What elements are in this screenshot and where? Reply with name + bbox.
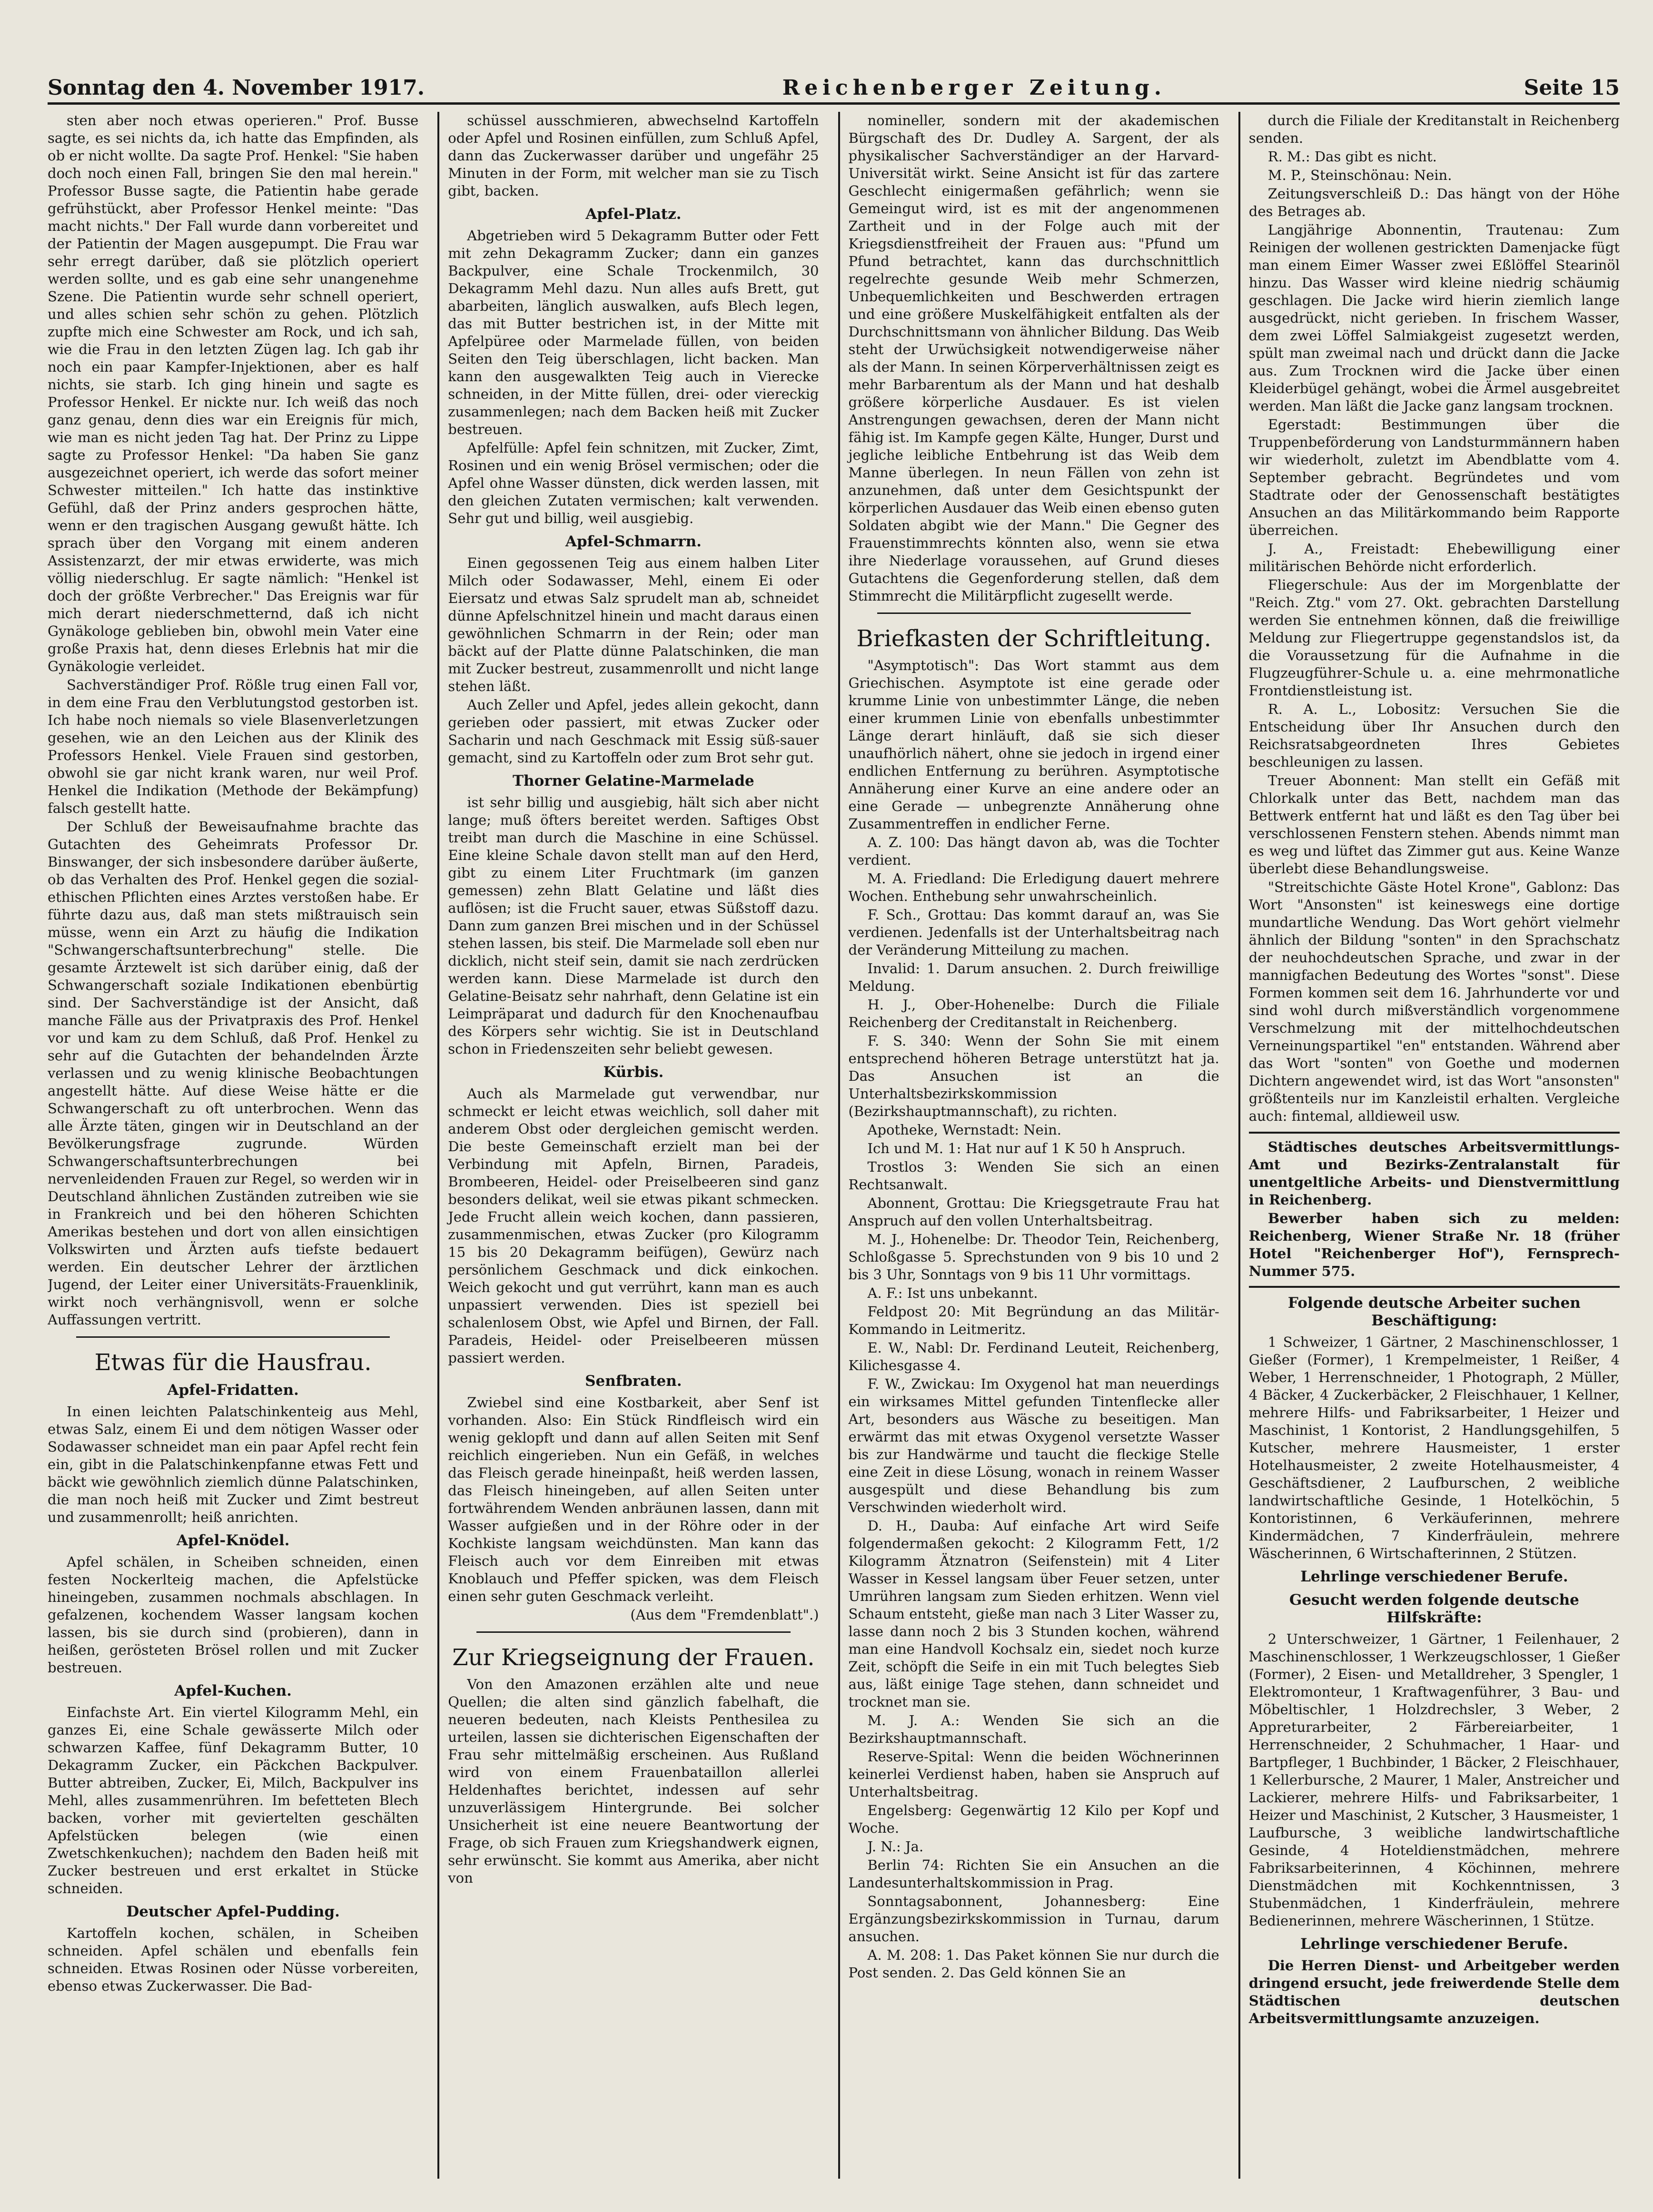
recipe-text: schüssel ausschmieren, abwechselnd Kartoffeln oder Apfel und Rosinen einfüllen, zum Schluß Apfel, dann das Zuckerwasser darüber und ungefähr 25 Minuten in der Form, mit welcher man sie zu Tisch gibt, backen. xyxy=(448,112,819,199)
letter-reply: M. A. Friedland: Die Erledigung dauert mehrere Wochen. Enthebung sehr unwahrscheinlich. xyxy=(848,870,1219,904)
newspaper-title: Reichenberger Zeitung. xyxy=(782,76,1167,100)
letter-reply: Reserve-Spital: Wenn die beiden Wöchnerinnen keinerlei Verdienst haben, haben sie Anspruch auf Unterhaltsbeitrag. xyxy=(848,1748,1219,1800)
source-note: (Aus dem "Fremdenblatt".) xyxy=(630,1607,819,1623)
letter-reply: durch die Filiale der Kreditanstalt in Reichenberg senden. xyxy=(1248,112,1620,146)
letter-reply: F. W., Zwickau: Im Oxygenol hat man neuerdings ein wirksames Mittel gefunden Tintenflecke aller Art, besonders aus Wäsche zu beseitigen. Man erwärmt das mit etwas Oxygenol versetzte Wasser bis zur Handwärme und taucht die fleckige Stelle eine Zeit in diese Lösung, wonach in reinem Wasser ausgespült und diese Behandlung bis zum Verschwinden wiederholt wird. xyxy=(848,1376,1219,1515)
letter-reply: Engelsberg: Gegenwärtig 12 Kilo per Kopf und Woche. xyxy=(848,1802,1219,1836)
letter-reply: Sonntagsabonnent, Johannesberg: Eine Ergänzungsbezirkskommission in Turnau, darum ansuchen. xyxy=(848,1893,1219,1945)
letter-reply: F. Sch., Grottau: Das kommt darauf an, was Sie verdienen. Jedenfalls ist der Unterhaltsbeitrag nach der Veränderung Mitteilung zu machen. xyxy=(848,907,1219,958)
recipe-text: Apfelfülle: Apfel fein schnitzen, mit Zucker, Zimt, Rosinen und ein wenig Brösel vermischen; oder die Apfel ohne Wasser dünsten, dick werden lassen, mit den gleichen Zutaten vermischen; kalt verwenden. Sehr gut und billig, weil ausgiebig. xyxy=(448,440,819,526)
recipe-heading: Kürbis. xyxy=(603,1064,664,1081)
recipe-heading: Senfbraten. xyxy=(585,1373,682,1390)
letter-reply: H. J., Ober-Hohenelbe: Durch die Filiale Reichenberg der Creditanstalt in Reichenberg. xyxy=(848,997,1219,1030)
column-4 xyxy=(1238,112,1620,2179)
letter-reply: M. P., Steinschönau: Nein. xyxy=(1267,167,1452,183)
letter-reply: M. J. A.: Wenden Sie sich an die Bezirkshauptmannschaft. xyxy=(848,1712,1219,1746)
section-heading-kriegseignung: Zur Kriegseignung der Frauen. xyxy=(452,1644,815,1671)
letter-reply: Berlin 74: Richten Sie ein Ansuchen an die Landesunterhaltskommission in Prag. xyxy=(848,1857,1219,1891)
letter-reply: Ich und M. 1: Hat nur auf 1 K 50 h Anspruch. xyxy=(867,1140,1186,1156)
column-3 xyxy=(838,112,1219,2179)
column-1 xyxy=(48,112,418,2179)
wanted-list: 2 Unterschweizer, 1 Gärtner, 1 Feilenhauer, 2 Maschinenschlosser, 1 Werkzeugschlosser, 1 Gießer (Former), 2 Eisen- und Metalldreher, 3 Spengler, 1 Elektromonteur, 1 Kraftwagenführer, 3 Bau- und Möbeltischler, 1 Holzdrechsler, 3 Weber, 2 Appreturarbeiter, 2 Färbereiarbeiter, 1 Herrenschneider, 2 Schuhmacher, 1 Haar- und Bartpfleger, 1 Buchbinder, 1 Bäcker, 2 Fleischhauer, 1 Kellerbursche, 2 Maurer, 1 Maler, Anstreicher und Lackierer, mehrere Hilfs- und Fabriksarbeiter, 1 Heizer und Maschinist, 2 Kutscher, 3 Hausmeister, 1 Laufbursche, 3 weibliche landwirtschaftliche Gesinde, 4 Hoteldienstmädchen, mehrere Fabriksarbeiterinnen, 4 Köchinnen, mehrere Dienstmädchen mit Kochkenntnissen, 3 Stubenmädchen, 1 Kinderfräulein, mehrere Bedienerinnen, mehrere Wäscherinnen, 1 Stütze. xyxy=(1248,1631,1620,1929)
employment-office-address: Bewerber haben sich zu melden: Reichenberg, Wiener Straße Nr. 18 (früher Hotel "Reichenberger Hof"), Fernsprech-Nummer 575. xyxy=(1248,1210,1620,1279)
letter-reply: E. W., Nabl: Dr. Ferdinand Leuteit, Reichenberg, Kilichesgasse 4. xyxy=(848,1340,1219,1373)
recipe-heading: Apfel-Platz. xyxy=(585,206,682,223)
recipe-heading: Apfel-Schmarrn. xyxy=(565,533,702,550)
letter-reply: A. Z. 100: Das hängt davon ab, was die Tochter verdient. xyxy=(848,834,1219,868)
letter-reply: Feldpost 20: Mit Begründung an das Militär-Kommando in Leitmeritz. xyxy=(848,1304,1219,1337)
recipe-text: Apfel schälen, in Scheiben schneiden, einen festen Nockerlteig machen, die Apfelstücke hineingeben, zusammen nochmals abschlagen. In gefalzenen, kochendem Wasser langsam kochen lassen, bis sie durch sind (probieren), dann in heißen, gerösteten Brösel rollen und mit Zucker bestreuen. xyxy=(48,1554,419,1676)
recipe-text: Auch als Marmelade gut verwendbar, nur schmeckt er leicht etwas weichlich, soll daher mit anderem Obst oder dergleichen gemischt werden. Die beste Gemeinschaft erzielt man bei der Verbindung mit Apfeln, Birnen, Paradeis, Brombeeren, Heidel- oder Preiselbeeren sind ganz besonders delikat, weil sie etwas pikant schmecken. Jede Frucht allein weich kochen, dann passieren, zusammenmischen, etwas Zucker (pro Kilogramm 15 bis 20 Dekagramm beifügen), Gewürz nach persönlichem Geschmack und dick einkochen. Weich gekocht und gut verrührt, kann man es auch unpassiert verwenden. Dies ist speziell bei schalenlosem Obst, wie Apfel und Birnen, der Fall. Paradeis, Heidel- oder Preiselbeeren müssen passiert werden. xyxy=(448,1086,819,1366)
letter-reply: Zeitungsverschleiß D.: Das hängt von der Höhe des Betrages ab. xyxy=(1248,186,1620,219)
letter-reply: M. J., Hohenelbe: Dr. Theodor Tein, Reichenberg, Schloßgasse 5. Sprechstunden von 9 bis 10 und 2 bis 3 Uhr, Sonntags von 9 bis 11 Uhr vormittags. xyxy=(848,1231,1219,1283)
recipe-text: Auch Zeller und Apfel, jedes allein gekocht, dann gerieben oder passiert, mit etwas Zucker oder Sacharin und nach Geschmack mit Essig süß-sauer gemacht, sind zu Kartoffeln oder zum Brot sehr gut. xyxy=(448,697,819,766)
section-heading-hausfrau: Etwas für die Hausfrau. xyxy=(94,1349,372,1376)
employment-office-title: Städtisches deutsches Arbeitsvermittlungs-Amt und Bezirks-Zentralanstalt für unentgeltliche Arbeits- und Dienstvermittlung in Reichenberg. xyxy=(1248,1139,1620,1208)
letter-reply: J. N.: Ja. xyxy=(867,1838,924,1855)
letter-reply: Trostlos 3: Wenden Sie sich an einen Rechtsanwalt. xyxy=(848,1159,1219,1193)
letter-reply: "Asymptotisch": Das Wort stammt aus dem Griechischen. Asymptote ist eine gerade oder krumme Linie von unbestimmter Länge, die neben einer krummen Linie von ebenfalls unbestimmter Länge derart hinläuft, daß sie sich dieser unaufhörlich nähert, ohne sie jedoch in irgend einer endlichen Entfernung zu berühren. Asymptotische Annäherung einer Kurve an eine andere oder an eine Gerade — unbegrenzte Annäherung ohne Zusammentreffen in endlicher Ferne. xyxy=(848,657,1219,832)
letter-reply: Abonnent, Grottau: Die Kriegsgetraute Frau hat Anspruch auf den vollen Unterhaltsbeitrag. xyxy=(848,1195,1219,1229)
job-seekers-list: 1 Schweizer, 1 Gärtner, 2 Maschinenschlosser, 1 Gießer (Former), 1 Krempelmeister, 1 Reißer, 4 Weber, 1 Herrenschneider, 1 Photograph, 2 Müller, 4 Bäcker, 4 Zuckerbäcker, 2 Fleischhauer, 1 Kellner, mehrere Hilfs- und Fabriksarbeiter, 1 Heizer und Maschinist, 1 Kontorist, 2 Handlungsgehilfen, 5 Kutscher, mehrere Hausmeister, 1 erster Hotelhausmeister, 2 zweite Hotelhausmeister, 4 Geschäftsdiener, 2 Laufburschen, 2 weibliche landwirtschaftliche Gesinde, 1 Hotelköchin, 5 Kontoristinnen, 6 Verkäuferinnen, mehrere Kindermädchen, 7 Kinderfräulein, mehrere Wäscherinnen, 6 Wirtschafterinnen, 2 Stützen. xyxy=(1248,1334,1620,1561)
recipe-text: Zwiebel sind eine Kostbarkeit, aber Senf ist vorhanden. Also: Ein Stück Rindfleisch wird ein wenig geklopft und dann auf allen Seiten mit Senf reichlich eingerieben. Nun ein Gefäß, in welches das Fleisch gerade hineinpaßt, heiß werden lassen, das Fleisch hineingeben, auf allen Seiten unter fortwährendem Wenden anbräunen lassen, dann mit Wasser aufgießen und in der Röhre oder in der Kochkiste langsam weichdünsten. Man kann das Fleisch auch vor dem Einreiben mit etwas Knoblauch und Pfeffer spicken, was dem Fleisch einen sehr guten Geschmack verleiht. xyxy=(448,1394,819,1604)
letter-reply: Langjährige Abonnentin, Trautenau: Zum Reinigen der wollenen gestrickten Damenjacke fügt man einem Eimer Wasser zwei Eßlöffel Stearinöl hinzu. Das Wasser wird kleine niedrig schäumig geschlagen. Die Jacke wird hierin ziemlich lange ausgedrückt, nicht gerieben. In frischem Wasser, dem zwei Löffel Salmiakgeist zugesetzt werden, spült man zweimal nach und drückt dann die Jacke aus. Zum Trocknen wird die Jacke über einen Kleiderbügel gehängt, wobei die Ärmel ausgebreitet werden. Man läßt die Jacke ganz langsam trocknen. xyxy=(1248,222,1620,414)
employment-office-notice xyxy=(1249,1132,1620,1288)
recipe-heading: Apfel-Fridatten. xyxy=(167,1382,299,1399)
article-henkel-part1: sten aber noch etwas operieren." Prof. Busse sagte, es sei nichts da, ich hatte das Empfinden, als ob er nicht wollte. Da sagte Prof. Henkel: "Sie haben doch noch einen Fall, bringen Sie den mal herein." Professor Busse sagte, die Patientin habe gerade gefrühstückt, aber Professor Henkel meinte: "Das macht nichts." Der Fall wurde dann vorbereitet und der Patientin der Magen ausgepumpt. Die Frau war sehr erregt darüber, daß sie plötzlich operiert werden sollte, und es gab eine sehr unangenehme Szene. Die Patientin wurde sehr schnell operiert, und alles schien sehr schön zu gehen. Plötzlich zupfte mich eine Schwester am Rock, und ich sah, wie die Frau in den letzten Zügen lag. Ich gab ihr noch ein paar Kampfer-Injektionen, aber es half nichts, sie starb. Ich ging hinein und sagte es Professor Henkel. Er nickte nur. Ich weiß das noch ganz genau, denn dies war ein Ereignis für mich, wie man es nicht jeden Tag hat. Der Prinz zu Lippe sagte zu Professor Henkel: "Da haben Sie ganz ausgezeichnet operiert, ich werde das sofort meiner Schwester mitteilen." Ich hatte das instinktive Gefühl, daß der Prinz anders gesprochen hätte, wenn er den tragischen Ausgang gewußt hätte. Ich sprach über den Vorgang mit einem anderen Assistenzarzt, der mir etwas erwiderte, was mich völlig niederschlug. Er sagte nämlich: "Henkel ist doch der größte Verbrecher." Das Ereignis war für mich derart niederschmetternd, daß ich nicht Gynäkologe geblieben bin, obwohl mein Vater eine große Praxis hat, denn dieses Erlebnis hat mir die Gynäkologie verleidet. xyxy=(48,112,419,674)
letter-reply: R. A. L., Lobositz: Versuchen Sie die Entscheidung über Ihr Ansuchen durch den Reichsratsabgeordneten Ihres Gebietes beschleunigen zu lassen. xyxy=(1248,701,1620,770)
apprentices-heading: Lehrlinge verschiedener Berufe. xyxy=(1300,1936,1568,1953)
recipe-heading: Apfel-Kuchen. xyxy=(174,1682,292,1699)
letter-reply: R. M.: Das gibt es nicht. xyxy=(1267,148,1437,165)
recipe-heading: Thorner Gelatine-Marmelade xyxy=(512,772,754,790)
recipe-text: Einen gegossenen Teig aus einem halben Liter Milch oder Sodawasser, Mehl, einem Ei oder Eiersatz und etwas Salz sprudelt man ab, schneidet dünne Apfelschnitzel hinein und macht daraus einen gewöhnlichen Schmarrn in der Rein; oder man bäckt auf der Platte dünne Palatschinken, die man mit Zucker bestreut, zusammenrollt und nicht lange stehen läßt. xyxy=(448,555,819,694)
letter-reply: Invalid: 1. Darum ansuchen. 2. Durch freiwillige Meldung. xyxy=(848,960,1219,994)
issue-date: Sonntag den 4. November 1917. xyxy=(48,76,425,100)
article-text: nomineller, sondern mit der akademischen Bürgschaft des Dr. Dudley A. Sargent, der als physikalischer Sachverständiger an der Harvard-Universität wirkt. Seine Ansicht ist für das zartere Geschlecht einigermaßen gefährlich; wenn sie Gemeingut wird, ist es mit der angenommenen Zartheit und in der Folge auch mit der Kriegsdienstfreiheit der Frauen aus: "Pfund um Pfund betrachtet, kann das durchschnittlich regelrechte gesunde Weib mehr Schmerzen, Unbequemlichkeiten und Beschwerden ertragen und eine größere Muskelfähigkeit entfalten als der Durchschnittsmann von ähnlicher Bildung. Das Weib steht der Urwüchsigkeit notwendigerweise näher als der Mann. In seinen Körperverhältnissen zeigt es mehr Barbarentum als der Mann und hat deshalb größere körperliche Ausdauer. Es ist vielen Anstrengungen gewachsen, deren der Mann nicht fähig ist. Im Kampfe gegen Kälte, Hunger, Durst und jegliche leibliche Entbehrung ist das Weib dem Manne überlegen. In neun Fällen von zehn ist anzunehmen, daß unter dem Gesichtspunkt der körperlichen Ausdauer das Weib einen ebenso guten Soldaten abgibt wie der Mann." Die Gegner des Frauenstimmrechts könnten also, wenn sie etwa ihre Niederlage voraussehen, auf Grund dieses Gutachtens die Gegenforderung stellen, daß dem Stimmrecht die Militärpflicht zugesellt werde. xyxy=(848,112,1219,604)
masthead-rule xyxy=(48,102,1620,105)
page-number: Seite 15 xyxy=(1524,76,1620,100)
separator xyxy=(76,1336,390,1338)
separator xyxy=(877,612,1191,614)
article-text: Von den Amazonen erzählen alte und neue Quellen; die alten sind gänzlich fabelhaft, die neueren bedeuten, nach Kleists Penthesilea zu urteilen, lassen sie dichterischen Eigenschaften der Frau sehr mittelmäßig erscheinen. Aus Rußland wird von einem Frauenbataillon allerlei Heldenhaftes berichtet, indessen auf sehr unzuverlässigem Hintergrunde. Bei solcher Unsicherheit ist eine neuere Beantwortung der Frage, ob sich Frauen zum Kriegshandwerk eignen, sehr erwünscht. Sie kommt aus Amerika, aber nicht von xyxy=(448,1676,819,1886)
letter-reply: Treuer Abonnent: Man stellt ein Gefäß mit Chlorkalk unter das Bett, nachdem man das Bettwerk entfernt hat und läßt es den Tag über bei verschlossenen Fenstern stehen. Abends nimmt man es weg und lüftet das Zimmer gut aus. Keine Wanze überlebt diese Behandlungsweise. xyxy=(1248,772,1620,877)
columns xyxy=(48,112,1620,2179)
apprentices-heading: Lehrlinge verschiedener Berufe. xyxy=(1300,1568,1568,1585)
recipe-heading: Deutscher Apfel-Pudding. xyxy=(126,1903,340,1920)
letter-reply: D. H., Dauba: Auf einfache Art wird Seife folgendermaßen gekocht: 2 Kilogramm Fett, 1/2 Kilogramm Ätznatron (Seifenstein) mit 4 Liter Wasser in Kessel langsam über Feuer setzen, unter Umrühren langsam zum Sieden erhitzen. Wenn viel Schaum entsteht, gieße man nach 3 Liter Wasser zu, lasse dann noch 2 bis 3 Stunden kochen, während man eine Handvoll Kochsalz ein, siedet noch kurze Zeit, schöpft die Seife in ein mit Tuch belegtes Sieb aus, läßt einige Tage stehen, dann schneidet und trocknet man sie. xyxy=(848,1518,1219,1710)
recipe-heading: Apfel-Knödel. xyxy=(176,1532,290,1549)
letter-reply: F. S. 340: Wenn der Sohn Sie mit einem entsprechend höheren Betrage unterstützt hat ja. Das Ansuchen ist an die Unterhaltsbezirkskommission (Bezirkshauptmannschaft), zu richten. xyxy=(848,1033,1219,1119)
recipe-text: Kartoffeln kochen, schälen, in Scheiben schneiden. Apfel schälen und ebenfalls fein schneiden. Etwas Rosinen oder Nüsse vorbereiten, ebenso etwas Zuckerwasser. Die Bad- xyxy=(48,1925,419,1994)
masthead xyxy=(48,71,1620,100)
recipe-text: Einfachste Art. Ein viertel Kilogramm Mehl, ein ganzes Ei, eine Schale gewässerte Milch oder schwarzen Kaffee, fünf Dekagramm Butter, 10 Dekagramm Zucker, ein Päckchen Backpulver. Butter abtreiben, Zucker, Ei, Milch, Backpulver ins Mehl, alles zusammenrühren. Im befetteten Blech backen, vorher mit geviertelten geschälten Apfelstücken belegen (wie einen Zwetschkenkuchen); nachdem den Baden heiß mit Zucker bestreuen und erst erkaltet in Stücke schneiden. xyxy=(48,1704,419,1896)
closing-notice: Die Herren Dienst- und Arbeitgeber werden dringend ersucht, jede freiwerdende Stelle dem Städtischen deutschen Arbeitsvermittlungsamte anzuzeigen. xyxy=(1248,1957,1620,2026)
letter-reply: Fliegerschule: Aus der im Morgenblatte der "Reich. Ztg." vom 27. Okt. gebrachten Darstellung werden Sie entnehmen können, daß die freiwillige Meldung zur Fliegertruppe gegenstandslos ist, da die Voraussetzung für die Aufnahme in die Flugzeugführer-Schule u. a. eine mehrmonatliche Frontdienstleistung ist. xyxy=(1248,577,1620,699)
recipe-text: ist sehr billig und ausgiebig, hält sich aber nicht lange; muß öfters bereitet werden. Saftiges Obst treibt man durch die Maschine in eine Schüssel. Eine kleine Schale davon stellt man auf den Herd, gibt zu einem Liter Fruchtmark (im ganzen gemessen) zehn Blatt Gelatine und läßt dies auflösen; ist die Frucht sauer, etwas Süßstoff dazu. Dann zum ganzen Brei mischen und in der Schüssel stehen lassen, bis steif. Die Marmelade soll eben nur dicklich, nicht steif sein, damit sie nach zerdrücken werden kann. Diese Marmelade ist durch den Gelatine-Beisatz sehr nahrhaft, denn Gelatine ist ein Leimpräparat und dadurch für den Knochenaufbau des Körpers sehr wichtig. Sie ist in Deutschland schon in Friedenszeiten sehr beliebt gewesen. xyxy=(448,794,819,1057)
job-seekers-heading: Folgende deutsche Arbeiter suchen Beschäftigung: xyxy=(1287,1294,1581,1329)
letter-reply: J. A., Freistadt: Ehebewilligung einer militärischen Behörde nicht erforderlich. xyxy=(1248,541,1620,574)
letter-reply: Apotheke, Wernstadt: Nein. xyxy=(867,1122,1062,1138)
wanted-heading: Gesucht werden folgende deutsche Hilfskräfte: xyxy=(1289,1591,1579,1626)
recipe-text: Abgetrieben wird 5 Dekagramm Butter oder Fett mit zehn Dekagramm Zucker; dann ein ganzes Backpulver, eine Schale Trockenmilch, 30 Dekagramm Mehl dazu. Nun alles aufs Brett, gut abarbeiten, länglich auswalken, aufs Blech legen, das mit Butter bestrichen ist, in der Mitte mit Apfelpüree oder Marmelade füllen, von beiden Seiten den Teig überschlagen, licht backen. Man kann den ausgewalkten Teig auch in Vierecke schneiden, in der Mitte füllen, drei- oder viereckig zusammenlegen; nach dem Backen heiß mit Zucker bestreuen. xyxy=(448,227,819,437)
recipe-text: In einen leichten Palatschinkenteig aus Mehl, etwas Salz, einem Ei und dem nötigen Wasser oder Sodawasser schneidet man ein paar Apfel recht fein ein, gibt in die Palatschinkenpfanne etwas Fett und bäckt wie gewöhnlich ziemlich dünne Palatschinken, die man noch heiß mit Zucker und Zimt bestreut und zusammenrollt; heiß anrichten. xyxy=(48,1403,419,1525)
article-henkel-part2: Sachverständiger Prof. Rößle trug einen Fall vor, in dem eine Frau den Verblutungstod gestorben ist. Ich habe noch niemals so viele Blasenverletzungen gesehen, wie an den Leichen aus der Klinik des Professors Henkel. Viele Frauen sind gestorben, obwohl sie gar nicht krank waren, nur weil Prof. Henkel die Indikation (Methode der Bekämpfung) falsch gestellt hatte. xyxy=(48,677,419,816)
article-henkel-part3: Der Schluß der Beweisaufnahme brachte das Gutachten des Geheimrats Professor Dr. Binswanger, der sich insbesondere darüber äußerte, ob das Verhalten des Prof. Henkel gegen die sozial-ethischen Pflichten eines Arztes verstoßen habe. Er führte dazu aus, daß man stets mißtrauisch sein müsse, wenn ein Arzt zu häufig die Indikation "Schwangerschaftsunterbrechung" stelle. Die gesamte Ärztewelt ist sich darüber einig, daß der Schwangerschaft soziale Indikationen ebenbürtig sind. Der Sachverständige ist der Ansicht, daß manche Fälle aus der Privatpraxis des Prof. Henkel vor und kam zu dem Schluß, daß Prof. Henkel zu sehr auf die Gutachten der behandelnden Ärzte verlassen und zu wenig klinische Beobachtungen angestellt hätte. Auf diese Weise hätte er die Schwangerschaft zu oft unterbrochen. Wenn das alle Ärzte täten, gingen wir in Deutschland an der Bevölkerungsfrage zugrunde. Würden Schwangerschaftsunterbrechungen bei nervenleidenden Frauen zur Regel, so werden wir in Deutschland ähnlichen Zuständen zutreiben wie sie in Frankreich und bei den höheren Schichten Amerikas bestehen und dort von allen einsichtigen Volkswirten und Ärzten aufs tiefste bedauert werden. Ein deutscher Lehrer der ärztlichen Jugend, der Leiter einer Universitäts-Frauenklinik, wirkt noch verhängnisvoll, wenn er solche Auffassungen vertritt. xyxy=(48,819,419,1328)
letter-reply: A. F.: Ist uns unbekannt. xyxy=(867,1285,1038,1301)
letter-reply: A. M. 208: 1. Das Paket können Sie nur durch die Post senden. 2. Das Geld können Sie an xyxy=(848,1947,1219,1981)
separator xyxy=(476,1631,790,1633)
letter-reply: Egerstadt: Bestimmungen über die Truppenbeförderung von Landsturmmännern haben wir wiederholt, zuletzt im Abendblatte vom 4. September gebracht. Begründetes und vom Stadtrate oder der Genossenschaft bestätigtes Ansuchen an das Militärkommando beim Rapporte überreichen. xyxy=(1248,416,1620,538)
letter-reply: "Streitschichte Gäste Hotel Krone", Gablonz: Das Wort "Ansonsten" ist keineswegs eine dortige mundartliche Wendung. Das Wort gehört vielmehr ähnlich der Bildung "sonten" in den Sprachschatz der neuhochdeutschen Sprache, und zwar in der mannigfachen Bedeutung des Wortes "sonst". Diese Formen kommen seit dem 16. Jahrhunderte vor und sind wohl durch mißverständlich vorgenommene Verschmelzung mit der mittelhochdeutschen Verneinungspartikel "en" entstanden. Während aber das Wort "sonten" von Goethe und modernen Dichtern angewendet wird, ist das Wort "ansonsten" größtenteils nur im Kanzleistil erhalten. Vergleiche auch: fintemal, alldieweil usw. xyxy=(1248,879,1620,1124)
section-heading-briefkasten: Briefkasten der Schriftleitung. xyxy=(856,625,1211,652)
column-2 xyxy=(437,112,819,2179)
